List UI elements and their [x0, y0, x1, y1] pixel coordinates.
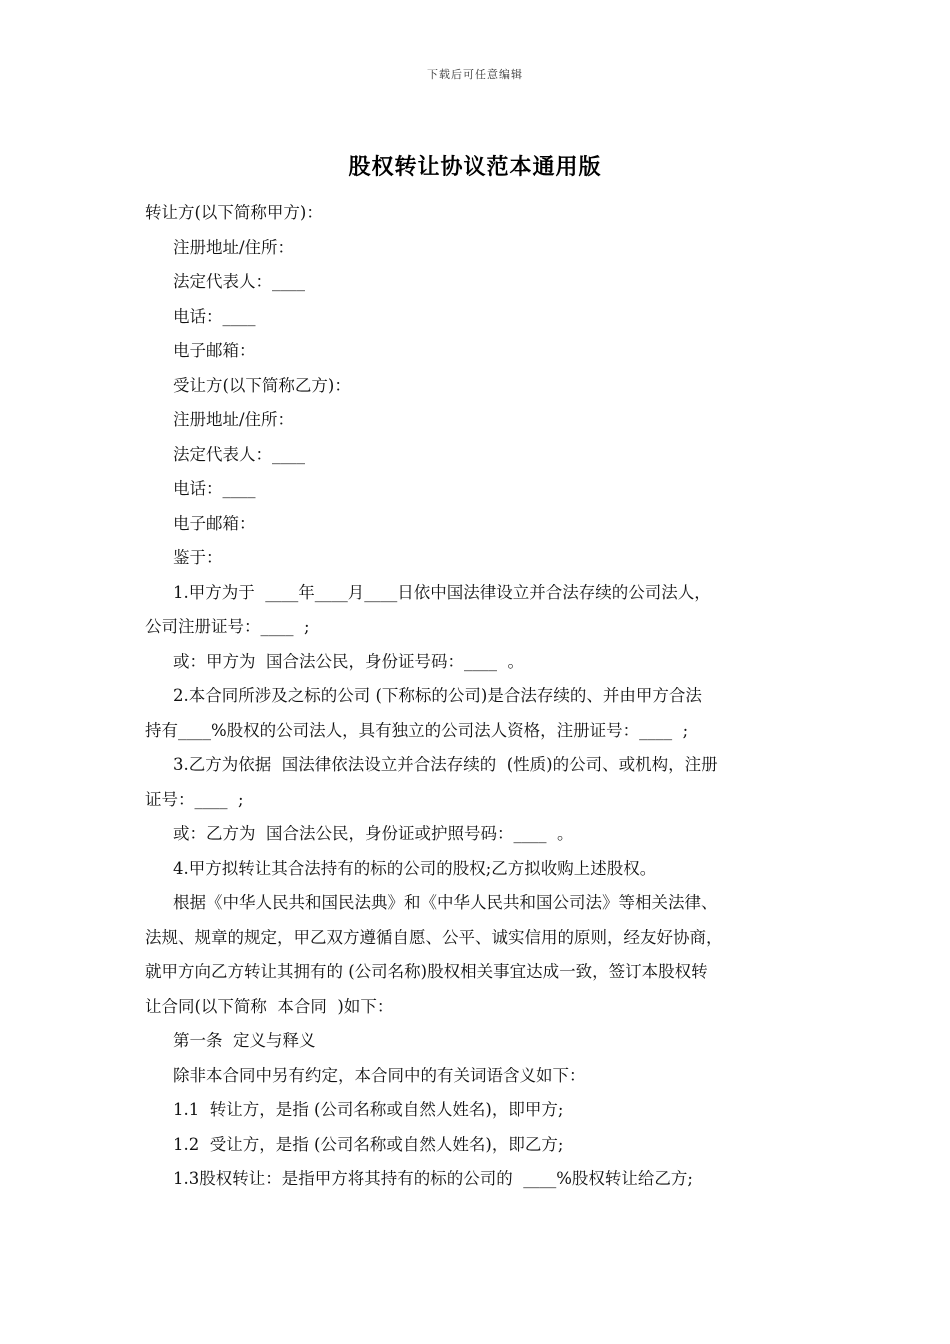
- body-line: 让合同(以下简称 本合同 )如下：: [145, 996, 394, 1016]
- body-line: 1.1 转让方，是指 (公司名称或自然人姓名)，即甲方;: [173, 1100, 564, 1119]
- body-line: 电话：____: [173, 306, 256, 326]
- body-line: 法定代表人：____: [173, 272, 305, 291]
- body-line: 证号：____ ;: [145, 789, 244, 809]
- document-title: 股权转让协议范本通用版: [348, 154, 602, 180]
- body-line: 转让方(以下简称甲方)：: [145, 203, 323, 222]
- body-line: 注册地址/住所：: [173, 237, 295, 257]
- body-line: 法规、规章的规定，甲乙双方遵循自愿、公平、诚实信用的原则，经友好协商，: [145, 927, 723, 947]
- body-line: 法定代表人：____: [173, 444, 305, 464]
- document-body: [145, 196, 810, 1197]
- body-line: 或：乙方为 国合法公民，身份证或护照号码：____ 。: [173, 824, 574, 843]
- body-line: 除非本合同中另有约定，本合同中的有关词语含义如下：: [173, 1065, 586, 1085]
- body-line: 第一条 定义与释义: [173, 1031, 316, 1050]
- body-line: 3.乙方为依据 国法律依法设立并合法存续的 (性质)的公司、或机构，注册: [173, 755, 718, 774]
- body-line: 1.甲方为于 ____年____月____日依中国法律设立并合法存续的公司法人，: [173, 582, 711, 602]
- body-line: 就甲方向乙方转让其拥有的 (公司名称)股权相关事宜达成一致，签订本股权转: [145, 962, 708, 981]
- body-line: 受让方(以下简称乙方)：: [173, 375, 351, 395]
- body-line: 注册地址/住所：: [173, 410, 295, 429]
- body-line: 电话：____: [173, 479, 256, 498]
- body-line: 4.甲方拟转让其合法持有的标的公司的股权;乙方拟收购上述股权。: [173, 858, 657, 878]
- body-line: 电子邮箱：: [173, 341, 256, 360]
- body-line: 1.2 受让方，是指 (公司名称或自然人姓名)，即乙方;: [173, 1134, 564, 1154]
- body-line: 2.本合同所涉及之标的公司 (下称标的公司)是合法存续的、并由甲方合法: [173, 686, 702, 705]
- body-line: 根据《中华人民共和国民法典》和《中华人民共和国公司法》等相关法律、: [173, 893, 718, 912]
- body-line: 公司注册证号：____ ;: [145, 617, 310, 636]
- body-line: 1.3股权转让：是指甲方将其持有的标的公司的 ____%股权转让给乙方;: [173, 1169, 693, 1188]
- body-line: 或：甲方为 国合法公民，身份证号码：____ 。: [173, 651, 524, 671]
- body-line: 电子邮箱：: [173, 513, 256, 533]
- body-line: 持有____%股权的公司法人，具有独立的公司法人资格，注册证号：____ ;: [145, 720, 689, 740]
- body-line: 鉴于：: [173, 548, 223, 567]
- header-note: 下载后可任意编辑: [427, 68, 523, 81]
